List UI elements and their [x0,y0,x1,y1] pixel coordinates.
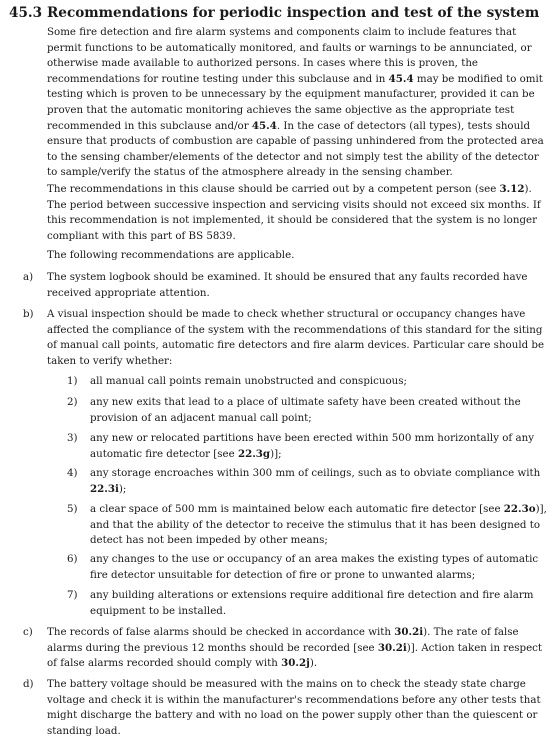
sub-item-text [90,431,547,462]
list-marker: d) [23,678,34,690]
text-run: ). The period between successive inspection and servicing visits should not exceed six months. If this recommendation is not implemented, it should be considered that the system is no longer compliant with this part of BS 5839. [47,183,541,242]
text-run: ); [118,482,127,495]
sub-item-text [90,502,547,549]
section-heading [9,4,549,22]
list-marker: a) [23,271,34,283]
sub-marker: 1) [67,375,78,387]
list-item-text: The system logbook should be examined. It should be ensured that any faults recorded have received appropriate attention. [47,271,528,299]
list-item-text [47,625,547,672]
clause-reference: 30.2i [394,626,424,638]
text-run: any storage encroaches within 300 mm of ceilings, such as to obviate compliance with [90,467,541,479]
sub-item-text: any building alterations or extensions require additional fire detection and fire alarm equipment to be installed. [90,589,534,617]
paragraph-monitoring [47,25,547,181]
sub-item-text [90,466,547,497]
sub-marker: 5) [67,503,78,515]
list-marker: c) [23,626,33,638]
section-number: 45.3 [9,5,43,21]
sub-item-text: any changes to the use or occupancy of an area makes the existing types of automatic fire detector unsuitable for detection of fire or prone to unwanted alarms; [90,553,539,581]
sub-marker: 7) [67,589,78,601]
list-item-text: A visual inspection should be made to check whether structural or occupancy changes have affected the compliance of the system with the recommendations of this standard for the siting of manual call points, automatic fire detectors and fire alarm devices. Particular care should be taken to verify whether: [47,308,545,367]
sub-item-text: all manual call points remain unobstructed and conspicuous; [90,375,407,387]
text-run: )]. Action taken in respect of false alarms recorded should comply with [47,641,543,670]
list-item-text: The battery voltage should be measured with the mains on to check the steady state charge voltage and check it is within the manufacturer's recommendations before any other tests that might discharge the battery and with no load on the power supply other than the quiescent or standing load. [47,678,541,737]
list-marker: b) [23,308,34,320]
text-run: )], and that the ability of the detector to receive the stimulus that it has been designed to detect has not been impeded by other means; [90,503,547,547]
text-run: )]; [270,447,282,460]
clause-reference: 22.3i [90,482,119,495]
text-run: a clear space of 500 mm is maintained below each automatic fire detector [see [90,503,504,515]
sub-marker: 4) [67,467,78,479]
clause-reference: 22.3g [237,447,271,460]
clause-reference: 45.4 [388,72,414,85]
section-title: Recommendations for periodic inspection and test of the system [47,5,540,21]
text-run: ). [309,657,318,670]
clause-reference: 22.3o [503,503,536,515]
paragraph-intro-list: The following recommendations are applicable. [47,249,295,261]
text-run: Some fire detection and fire alarm systems and components claim to include features that permit functions to be automatically monitored, and faults or warnings to be annunciated, or otherwise made available to authorized persons. In cases where this is proven, the recommendations for routine testing under this subclause and in [47,26,532,85]
text-run: The records of false alarms should be checked in accordance with [47,626,395,638]
clause-reference: 45.4 [251,119,277,132]
clause-reference: 3.12 [499,183,525,195]
sub-marker: 3) [67,432,78,444]
text-run: ). The rate of false alarms during the previous 12 months should be recorded [see [47,626,519,654]
clause-reference: 30.2i [377,641,407,654]
sub-marker: 2) [67,396,78,408]
text-run: . In the case of detectors (all types), tests should ensure that products of combustion are capable of passing unhindered from the protected area to the sensing chamber/elements of the detector and not simply test the ability of the detector to sample/verify the status of the atmosphere already in the sensing chamber. [47,119,544,179]
clause-reference: 30.2j [281,657,310,670]
paragraph-competent-person [47,182,547,244]
text-run: any new or relocated partitions have been erected within 500 mm horizontally of any automatic fire detector [see [90,432,534,460]
text-run: The recommendations in this clause should be carried out by a competent person (see [47,183,500,195]
sub-item-text: any new exits that lead to a place of ultimate safety have been created without the provision of an adjacent manual call point; [90,396,521,424]
sub-marker: 6) [67,553,78,565]
text-run: may be modified to omit testing which is proven to be unnecessary by the equipment manufacturer, provided it can be proven that the automatic monitoring achieves the same objective as the appropriate test recommended in this subclause and/or [47,72,543,132]
